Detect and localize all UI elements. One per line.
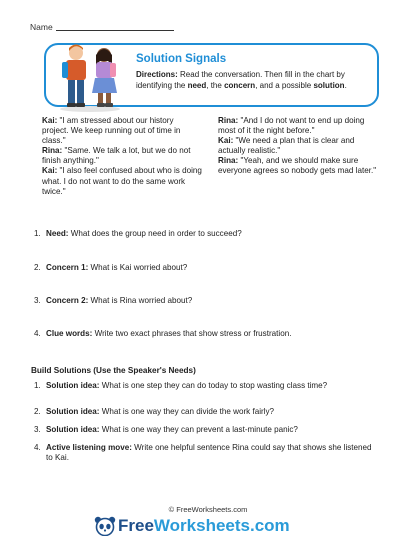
speaker: Kai: bbox=[42, 116, 58, 125]
dialogue-line bbox=[218, 136, 380, 156]
question-label: Concern 1: bbox=[46, 263, 89, 272]
dialogue-text: "Same. We talk a lot, but we do not finish anything." bbox=[42, 146, 191, 166]
copyright-text: © FreeWorksheets.com bbox=[168, 505, 248, 514]
solution-item bbox=[34, 443, 372, 463]
name-row bbox=[30, 22, 174, 32]
worksheet-title: Solution Signals bbox=[136, 53, 227, 65]
question-number: 3. bbox=[34, 296, 41, 305]
dialogue-line bbox=[42, 116, 202, 146]
question-text: What does the group need in order to succeed? bbox=[68, 229, 242, 238]
solution-number: 4. bbox=[34, 443, 41, 452]
need-word: need bbox=[187, 81, 207, 90]
question-label: Concern 2: bbox=[46, 296, 89, 305]
concern-word: concern bbox=[224, 81, 256, 90]
question-item bbox=[34, 329, 372, 339]
conversation-left-column bbox=[42, 116, 202, 197]
question-number: 2. bbox=[34, 263, 41, 272]
solution-text: What is one way they can divide the work fairly? bbox=[99, 407, 275, 416]
students-illustration bbox=[52, 41, 130, 113]
dialogue-text: "We need a plan that is clear and actually realistic." bbox=[218, 136, 355, 156]
solution-text: What is one step they can do today to stop wasting class time? bbox=[99, 381, 328, 390]
solutions-heading: Build Solutions (Use the Speaker's Needs) bbox=[31, 366, 196, 375]
question-item bbox=[34, 263, 372, 273]
brand-free: Free bbox=[118, 516, 154, 535]
dialogue-line bbox=[42, 166, 202, 196]
conversation-right-column bbox=[218, 116, 380, 177]
panda-icon bbox=[94, 516, 116, 536]
question-number: 1. bbox=[34, 229, 41, 238]
question-text: Write two exact phrases that show stress or frustration. bbox=[92, 329, 292, 338]
speaker: Rina: bbox=[218, 156, 239, 166]
dialogue-text: "Yeah, and we should make sure everyone agrees so nobody gets mad later." bbox=[218, 156, 377, 176]
solution-text: Write one helpful sentence Rina could say that shows she listened to Kai. bbox=[46, 443, 372, 463]
dialogue-text: "And I do not want to end up doing most of it the night before." bbox=[218, 116, 365, 136]
dialogue-text: "I also feel confused about who is doing what. I do not want to do the same work twice." bbox=[42, 166, 202, 196]
dialogue-line bbox=[42, 146, 202, 166]
brand-name bbox=[118, 516, 290, 536]
directions-part2: , the bbox=[206, 81, 225, 90]
solution-label: Active listening move: bbox=[46, 443, 132, 452]
question-item bbox=[34, 296, 372, 306]
question-number: 4. bbox=[34, 329, 41, 338]
speaker: Kai: bbox=[218, 136, 234, 146]
directions-part3: , and a possible bbox=[255, 81, 314, 90]
question-label: Need: bbox=[46, 229, 69, 238]
solution-number: 2. bbox=[34, 407, 41, 416]
dialogue-line bbox=[218, 116, 380, 136]
question-text: What is Rina worried about? bbox=[88, 296, 193, 305]
name-label: Name bbox=[30, 22, 53, 32]
name-blank[interactable] bbox=[56, 30, 174, 31]
solution-label: Solution idea: bbox=[46, 407, 100, 416]
directions-text bbox=[136, 69, 372, 91]
solution-item bbox=[34, 381, 372, 391]
solution-number: 1. bbox=[34, 381, 41, 390]
speaker: Kai: bbox=[42, 166, 58, 176]
directions-label: Directions: bbox=[136, 70, 178, 79]
solution-label: Solution idea: bbox=[46, 425, 100, 434]
question-label: Clue words: bbox=[46, 329, 93, 338]
solution-item bbox=[34, 407, 372, 417]
brand-rest: Worksheets.com bbox=[153, 516, 290, 535]
solution-number: 3. bbox=[34, 425, 41, 434]
dialogue-line bbox=[218, 156, 380, 176]
speaker: Rina: bbox=[218, 116, 239, 125]
directions-period: . bbox=[344, 81, 347, 90]
solution-word: solution bbox=[313, 81, 345, 90]
speaker: Rina: bbox=[42, 146, 63, 156]
directions-part1: Read the conversation. Then fill in the chart by identifying the bbox=[136, 70, 345, 90]
solution-label: Solution idea: bbox=[46, 381, 100, 390]
dialogue-text: "I am stressed about our history project. We keep running out of time in class." bbox=[42, 116, 181, 146]
solution-item bbox=[34, 425, 372, 435]
directions-banner bbox=[44, 43, 379, 107]
question-text: What is Kai worried about? bbox=[88, 263, 188, 272]
question-item bbox=[34, 229, 372, 239]
solution-text: What is one way they can prevent a last-minute panic? bbox=[99, 425, 298, 434]
